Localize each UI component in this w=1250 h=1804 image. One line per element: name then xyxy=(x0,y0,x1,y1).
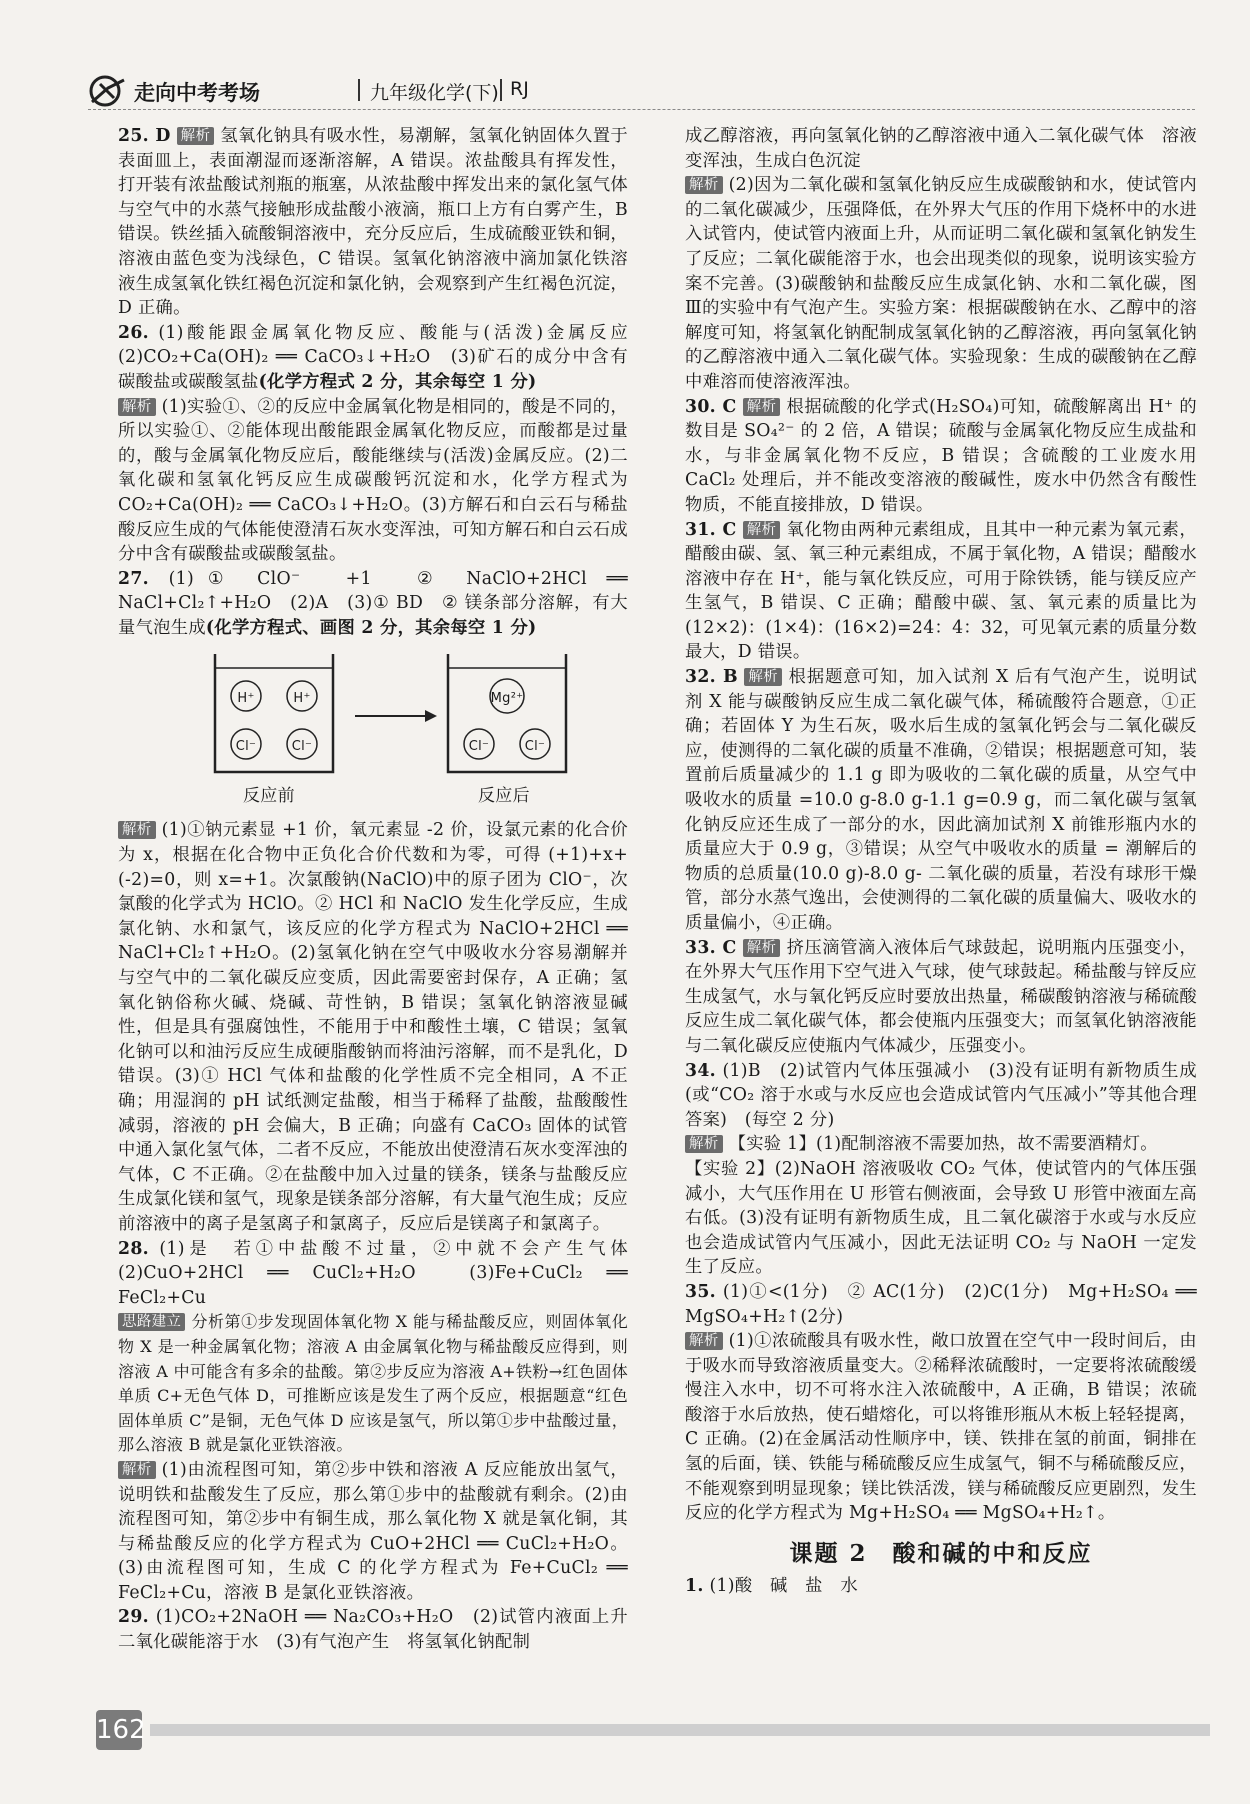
analysis-text: 挤压滴管滴入液体后气球鼓起，说明瓶内压强变小，在外界大气压作用下空气进入气球，使气球鼓起。稀盐酸与锌反应生成氢气，水与氧化钙反应时要放出热量，稀碳酸钠溶液与稀硫酸反应生成二氧化碳气体，都会使瓶内压强变大；而氢氧化钠溶液能与二氧化碳反应使瓶内气体减少，压强变小。 xyxy=(685,937,1198,1056)
answer-text: (1)CO₂+2NaOH ══ Na₂CO₃+H₂O (2)试管内液面上升 二氧化碳能溶于水 (3)有气泡产生 将氢氧化钠配制 xyxy=(118,1607,646,1653)
question-34 xyxy=(685,1059,1197,1133)
analysis-text: (1)实验①、②的反应中金属氧化物是相同的，酸是不同的，所以实验①、②能体现出酸能跟金属氧化物反应，而酸都是过量的，酸与金属氧化物反应后，酸能继续与(活泼)金属反应。(2)二氧化碳和氢氧化钙反应生成碳酸钙沉淀和水，化学方程式为 CO₂+Ca(OH)₂ ══ CaCO₃↓+H₂O。(3)方解石和白云石与稀盐酸反应生成的气体能使澄清石灰水变浑浊，可知方解石和白云石成分中含有碳酸盐或碳酸氢盐。 xyxy=(118,396,628,565)
question-26 xyxy=(118,321,646,395)
question-number: 28. xyxy=(118,1238,149,1259)
analysis-tag: 解析 xyxy=(743,398,781,416)
ion-label: Cl⁻ xyxy=(291,739,313,755)
question-number: 1. xyxy=(685,1576,704,1597)
analysis-text: (1)①浓硫酸具有吸水性，敞口放置在空气中一段时间后，由于吸水而导致溶液质量变大。②稀释浓硫酸时，一定要将浓硫酸缓慢注入水中，切不可将水注入浓硫酸中，A 正确，B 错误；浓硫酸溶于水后放热，使石蜡熔化，可以将锥形瓶从木板上轻轻提离，C 正确。(2)在金属活动性顺序中，镁、铁排在氢的前面，铜排在氢的后面，镁、铁能与稀硫酸反应生成氢气，铜不与稀硫酸反应，不能观察到明显现象；镁比铁活泼，镁与稀硫酸反应更剧烈，发生反应的化学方程式为 Mg+H₂SO₄ ══ MgSO₄+H₂↑。 xyxy=(685,1331,1197,1524)
question-number: 30. C xyxy=(685,396,737,417)
page-number: 162 xyxy=(96,1710,142,1750)
analysis-text: 【实验 2】(2)NaOH 溶液吸收 CO₂ 气体，使试管内的气体压强减小，大气压作用在 U 形管右侧液面，会导致 U 形管中液面左高右低。(3)没有证明有新物质生成，且二氧化碳溶于水或与水反应也会造成试管内气压减小，因此无法证明 CO₂ 与 NaOH 一定发生了反应。 xyxy=(685,1158,1197,1278)
question-29-continued xyxy=(685,124,1197,173)
question-25 xyxy=(118,124,628,321)
question-number: 31. C xyxy=(685,519,737,540)
answer-text: (1)① ClO⁻ +1 ② NaClO+2HCl ══ NaCl+Cl₂↑+H₂O (2)A (3)① BD ② 镁条部分溶解，有大量气泡生成 xyxy=(118,568,628,638)
analysis-tag: 解析 xyxy=(685,1135,723,1153)
question-27 xyxy=(118,567,628,641)
analysis-tag: 解析 xyxy=(685,1332,723,1350)
book-logo-icon xyxy=(88,74,128,108)
page-footer xyxy=(0,1694,1250,1804)
question-27-analysis xyxy=(118,818,628,1236)
analysis-text: 根据题意可知，加入试剂 X 后有气泡产生，说明试剂 X 能与碳酸钠反应生成二氧化碳气体，稀硫酸符合题意，①正确；若固体 Y 为生石灰，吸水后生成的氢氧化钙会与二氧化碳反应，使测得的二氧化碳的质量不准确，②错误；根据题意可知，装置前后质量减少的 1.1 g 即为吸收的二氧化碳的质量，从空气中吸收水的质量 =10.0 g-8.0 g-1.1 g=0.9 g，而二氧化碳与氢氧化钠反应还生成了一部分的水，因此滴加试剂 X 前锥形瓶内水的质量应大于 0.9 g，③错误；从空气中吸收水的质量 = 潮解后的物质的总质量(10.0 g)-8.0 g- 二氧化碳的质量，若没有球形干燥管，部分水蒸气逸出，会使测得的二氧化碳的质量偏大、吸收水的质量偏小，④正确。 xyxy=(685,667,1197,933)
footer-bar xyxy=(150,1724,1210,1736)
question-28-analysis xyxy=(118,1458,628,1606)
analysis-tag: 解析 xyxy=(118,398,156,416)
answer-text: 成乙醇溶液，再向氢氧化钠的乙醇溶液中通入二氧化碳气体 溶液变浑浊，生成白色沉淀 xyxy=(685,126,1197,171)
beaker-diagram xyxy=(203,646,603,814)
analysis-text: (1)由流程图可知，第②步中铁和溶液 A 反应能放出氢气，说明铁和盐酸发生了反应，那么第①步中的盐酸就有剩余。(2)由流程图可知，第②步中有铜生成，那么氧化物 X 就是氧化铜，其与稀盐酸反应的化学方程式为 CuO+2HCl ══ CuCl₂+H₂O。(3)由流程图可知，生成 C 的化学方程式为 Fe+CuCl₂ ══ FeCl₂+Cu，溶液 B 是氯化亚铁溶液。 xyxy=(118,1459,628,1603)
question-34-analysis-2 xyxy=(685,1157,1197,1280)
answer-text: (1)酸能跟金属氧化物反应、酸能与(活泼)金属反应 (2)CO₂+Ca(OH)₂ ══ CaCO₃↓+H₂O (3)矿石的成分中含有碳酸盐或碳酸氢盐 xyxy=(118,322,646,392)
answer-text: (1)酸 碱 盐 水 xyxy=(709,1576,858,1597)
scoring-note: (化学方程式 2 分，其余每空 1 分) xyxy=(258,371,537,392)
question-29-analysis xyxy=(685,173,1197,394)
question-30 xyxy=(685,395,1197,518)
edition-label: RJ xyxy=(510,78,529,100)
analysis-text: (1)①钠元素显 +1 价，氧元素显 -2 价，设氯元素的化合价为 x，根据在化合物中正负化合价代数和为零，可得 (+1)+x+(-2)=0，则 x=+1。次氯酸钠(NaClO)中的原子团为 ClO⁻，次氯酸的化学式为 HClO。② HCl 和 NaClO 发生化学反应，生成氯化钠、水和氯气，该反应的化学方程式为 NaClO+2HCl ══ NaCl+Cl₂↑+H₂O。(2)氢氧化钠在空气中吸收水分容易潮解并与空气中的二氧化碳反应变质，因此需要密封保存，A 正确；氢氧化钠俗称火碱、烧碱、苛性钠，B 错误；氢氧化钠溶液显碱性，但是具有强腐蚀性，不能用于中和酸性土壤，C 错误；氢氧化钠可以和油污反应生成硬脂酸钠而将油污溶解，而不是乳化，D 错误。(3)① HCl 气体和盐酸的化学性质不完全相同，A 不正确；用湿润的 pH 试纸测定盐酸，相当于稀释了盐酸，盐酸酸性减弱，溶液的 pH 会偏大，B 正确；向盛有 CaCO₃ 固体的试管中通入氯化氢气体，二者不反应，不能放出使澄清石灰水变浑浊的气体，C 不正确。②在盐酸中加入过量的镁条，镁条与盐酸反应生成氯化镁和氢气，现象是镁条部分溶解，有大量气泡生成；反应前溶液中的离子是氢离子和氯离子，反应后是镁离子和氯离子。 xyxy=(118,820,628,1234)
page-header xyxy=(88,68,1198,114)
question-number: 26. xyxy=(118,322,149,343)
question-number: 32. B xyxy=(685,667,738,688)
question-35 xyxy=(685,1280,1197,1329)
header-divider xyxy=(358,79,360,101)
question-number: 25. D xyxy=(118,126,171,146)
analysis-tag: 解析 xyxy=(177,127,215,145)
question-number: 27. xyxy=(118,568,149,589)
analysis-tag: 解析 xyxy=(685,176,723,194)
analysis-text: 根据硫酸的化学式(H₂SO₄)可知，硫酸解离出 H⁺ 的数目是 SO₄²⁻ 的 2 倍，A 错误；硫酸与金属氧化物反应生成盐和水，与非金属氧化物不反应，B 错误；含硫酸的工业废水用 CaCl₂ 处理后，并不能改变溶液的酸碱性，废水中仍然含有酸性物质，不能直接排放，D 错误。 xyxy=(685,396,1197,515)
question-26-analysis xyxy=(118,395,628,567)
diagram-label-after: 反应后 xyxy=(478,786,530,807)
question-28-idea xyxy=(118,1310,628,1458)
question-number: 29. xyxy=(118,1607,149,1628)
beaker-outlines xyxy=(203,646,603,786)
ion-label: Cl⁻ xyxy=(468,739,490,755)
question-33 xyxy=(685,936,1197,1059)
header-divider xyxy=(500,79,502,101)
analysis-tag: 解析 xyxy=(743,521,781,539)
left-column xyxy=(118,124,646,1655)
brand-name: 走向中考考场 xyxy=(134,81,260,105)
idea-tag: 思路建立 xyxy=(118,1313,185,1331)
scoring-note: (化学方程式、画图 2 分，其余每空 1 分) xyxy=(205,617,537,638)
question-34-analysis xyxy=(685,1132,1197,1157)
right-column xyxy=(685,124,1197,1599)
header-rule xyxy=(88,109,1195,110)
ion-label: Cl⁻ xyxy=(235,739,257,755)
ion-label: H⁺ xyxy=(237,691,255,707)
question-28 xyxy=(118,1237,646,1311)
idea-text: 分析第①步发现固体氧化物 X 能与稀盐酸反应，则固体氧化物 X 是一种金属氧化物；溶液 A 由金属氧化物与稀盐酸反应得到，则溶液 A 中可能含有多余的盐酸。第②步反应为溶液 A+铁粉→红色固体单质 C+无色气体 D，可推断应该是发生了两个反应，根据题意“红色固体单质 C”是铜，无色气体 D 应该是氢气，所以第①步中盐酸过量，那么溶液 B 就是氯化亚铁溶液。 xyxy=(118,1312,628,1455)
question-31 xyxy=(685,518,1197,666)
section-title: 课题 2 酸和碱的中和反应 xyxy=(789,1539,1093,1567)
analysis-text: 氧化物由两种元素组成，且其中一种元素为氧元素，醋酸由碳、氢、氧三种元素组成，不属于氧化物，A 错误；醋酸水溶液中存在 H⁺，能与氧化铁反应，可用于除铁锈，能与镁反应产生氢气，B 错误、C 正确；醋酸中碳、氢、氧元素的质量比为 (12×2)：(1×4)：(16×2)=24：4：32，可见氧元素的质量分数最大，D 错误。 xyxy=(685,519,1198,663)
analysis-text: (2)因为二氧化碳和氢氧化钠反应生成碳酸钠和水，使试管内的二氧化碳减少，压强降低，在外界大气压的作用下烧杯中的水进入试管内，使试管内液面上升，从而证明二氧化碳和氢氧化钠发生了反应；二氧化碳能溶于水，也会出现类似的现象，说明该实验方案不完善。(3)碳酸钠和盐酸反应生成氯化钠、水和二氧化碳，图Ⅲ的实验中有气泡产生。实验方案：根据碳酸钠在水、乙醇中的溶解度可知，将氢氧化钠配制成氢氧化钠的乙醇溶液，再向氢氧化钠的乙醇溶液中通入二氧化碳气体。实验现象：生成的碳酸钠在乙醇中难溶而使溶液浑浊。 xyxy=(685,175,1197,392)
book-subtitle: 九年级化学(下) xyxy=(370,82,499,104)
answer-text: (1)B (2)试管内气体压强减小 (3)没有证明有新物质生成(或“CO₂ 溶于水或与水反应也会造成试管内气压减小”等其他合理答案) (每空 2 分) xyxy=(685,1060,1197,1130)
question-number: 34. xyxy=(685,1060,716,1081)
question-32 xyxy=(685,665,1197,936)
analysis-tag: 解析 xyxy=(118,1461,156,1479)
diagram-label-before: 反应前 xyxy=(243,786,295,807)
analysis-tag: 解析 xyxy=(743,939,781,957)
analysis-tag: 解析 xyxy=(744,668,782,686)
ion-label: H⁺ xyxy=(293,691,311,707)
analysis-text: 【实验 1】(1)配制溶液不需要加热，故不需要酒精灯。 xyxy=(728,1134,1158,1155)
ion-label: Cl⁻ xyxy=(524,739,546,755)
answer-text: (1)是 若①中盐酸不过量，②中就不会产生气体 (2)CuO+2HCl ══ CuCl₂+H₂O (3)Fe+CuCl₂ ══ FeCl₂+Cu xyxy=(118,1238,646,1308)
section-question-1 xyxy=(685,1574,1197,1599)
ion-label: Mg²⁺ xyxy=(490,691,524,707)
question-35-analysis xyxy=(685,1329,1197,1526)
question-number: 33. C xyxy=(685,937,737,958)
analysis-text: 氢氧化钠具有吸水性，易潮解，氢氧化钠固体久置于表面皿上，表面潮湿而逐渐溶解，A 错误。浓盐酸具有挥发性，打开装有浓盐酸试剂瓶的瓶塞，从浓盐酸中挥发出来的氯化氢气体与空气中的水蒸气接触形成盐酸小液滴，瓶口上方有白雾产生，B 错误。铁丝插入硫酸铜溶液中，充分反应后，生成硫酸亚铁和铜，溶液由蓝色变为浅绿色，C 错误。氢氧化钠溶液中滴加氯化铁溶液生成氢氧化铁红褐色沉淀和氯化钠，会观察到产生红褐色沉淀，D 正确。 xyxy=(118,126,629,319)
answer-text: (1)①<(1分) ② AC(1分) (2)C(1分) Mg+H₂SO₄ ══ MgSO₄+H₂↑(2分) xyxy=(685,1281,1198,1327)
analysis-tag: 解析 xyxy=(118,821,156,839)
question-29 xyxy=(118,1605,646,1654)
question-number: 35. xyxy=(685,1281,716,1302)
